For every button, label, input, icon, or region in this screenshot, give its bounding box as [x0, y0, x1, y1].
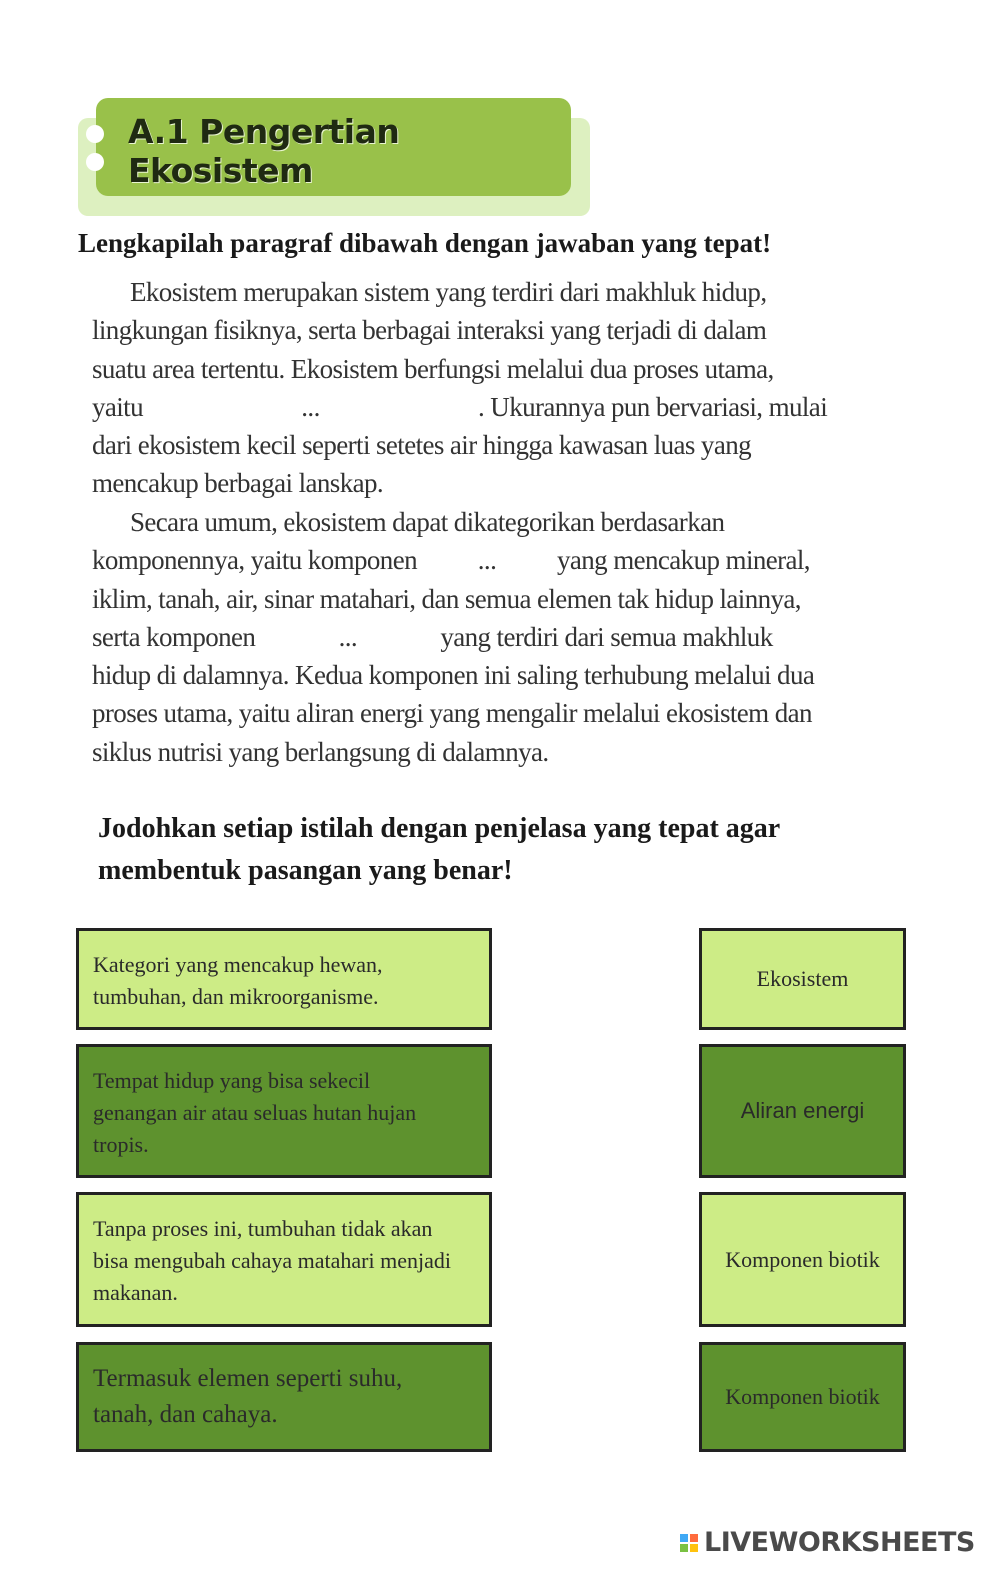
header-box	[96, 98, 571, 196]
paragraph-line: Secara umum, ekosistem dapat dikategorikan berdasarkan	[130, 507, 725, 537]
instruction-matching: Jodohkan setiap istilah dengan penjelasa yang tepat agar membentuk pasangan yang benar!	[98, 813, 781, 886]
match-term-4[interactable]: Komponen biotik	[699, 1342, 906, 1452]
paragraph-line: komponennya, yaitu komponen ... yang mencakup mineral,	[92, 541, 814, 579]
section-header	[78, 98, 590, 216]
bullet-dot-icon	[86, 125, 104, 143]
blank-answer-2[interactable]: ...	[477, 545, 497, 576]
paragraph-line: siklus nutrisi yang berlangsung di dalamnya.	[92, 736, 549, 767]
paragraph-line: Ekosistem merupakan sistem yang terdiri dari makhluk hidup,	[130, 277, 767, 307]
bullet-dot-icon	[86, 153, 104, 171]
logo-squares-icon	[680, 1534, 698, 1552]
paragraph-line: suatu area tertentu. Ekosistem berfungsi melalui dua proses utama,	[92, 353, 774, 384]
paragraph-line: iklim, tanah, air, sinar matahari, dan semua elemen tak hidup lainnya,	[92, 583, 801, 614]
paragraph-1	[92, 273, 827, 503]
paragraph-line: yaitu ... . Ukurannya pun bervariasi, mulai	[92, 388, 827, 426]
paragraph-line: dari ekosistem kecil seperti setetes air hingga kawasan luas yang	[92, 430, 752, 461]
match-term-3[interactable]: Komponen biotik	[699, 1192, 906, 1327]
paragraph-line: hidup di dalamnya. Kedua komponen ini saling terhubung melalui dua	[92, 660, 815, 691]
logo-text: LIVEWORKSHEETS	[704, 1527, 975, 1558]
match-description-2[interactable]: Tempat hidup yang bisa sekecil genangan air atau seluas hutan hujan tropis.	[76, 1044, 492, 1178]
match-description-1[interactable]: Kategori yang mencakup hewan, tumbuhan, dan mikroorganisme.	[76, 928, 492, 1030]
page-title: A.1 Pengertian Ekosistem	[128, 112, 400, 190]
paragraph-line: serta komponen ... yang terdiri dari semua makhluk	[92, 618, 814, 656]
match-description-4[interactable]: Termasuk elemen seperti suhu, tanah, dan cahaya.	[76, 1342, 492, 1452]
liveworksheets-logo	[680, 1527, 975, 1558]
instruction-fill-paragraph: Lengkapilah paragraf dibawah dengan jawaban yang tepat!	[78, 228, 772, 258]
paragraph-2	[92, 503, 814, 771]
paragraph-line: proses utama, yaitu aliran energi yang mengalir melalui ekosistem dan	[92, 698, 812, 729]
blank-answer-1[interactable]: ...	[301, 391, 320, 422]
paragraph-line: mencakup berbagai lanskap.	[92, 468, 384, 499]
match-description-3[interactable]: Tanpa proses ini, tumbuhan tidak akan bisa mengubah cahaya matahari menjadi makanan.	[76, 1192, 492, 1327]
blank-answer-3[interactable]: ...	[338, 621, 358, 652]
match-term-2[interactable]: Aliran energi	[699, 1044, 906, 1178]
match-term-1[interactable]: Ekosistem	[699, 928, 906, 1030]
paragraph-line: lingkungan fisiknya, serta berbagai interaksi yang terjadi di dalam	[92, 315, 767, 346]
